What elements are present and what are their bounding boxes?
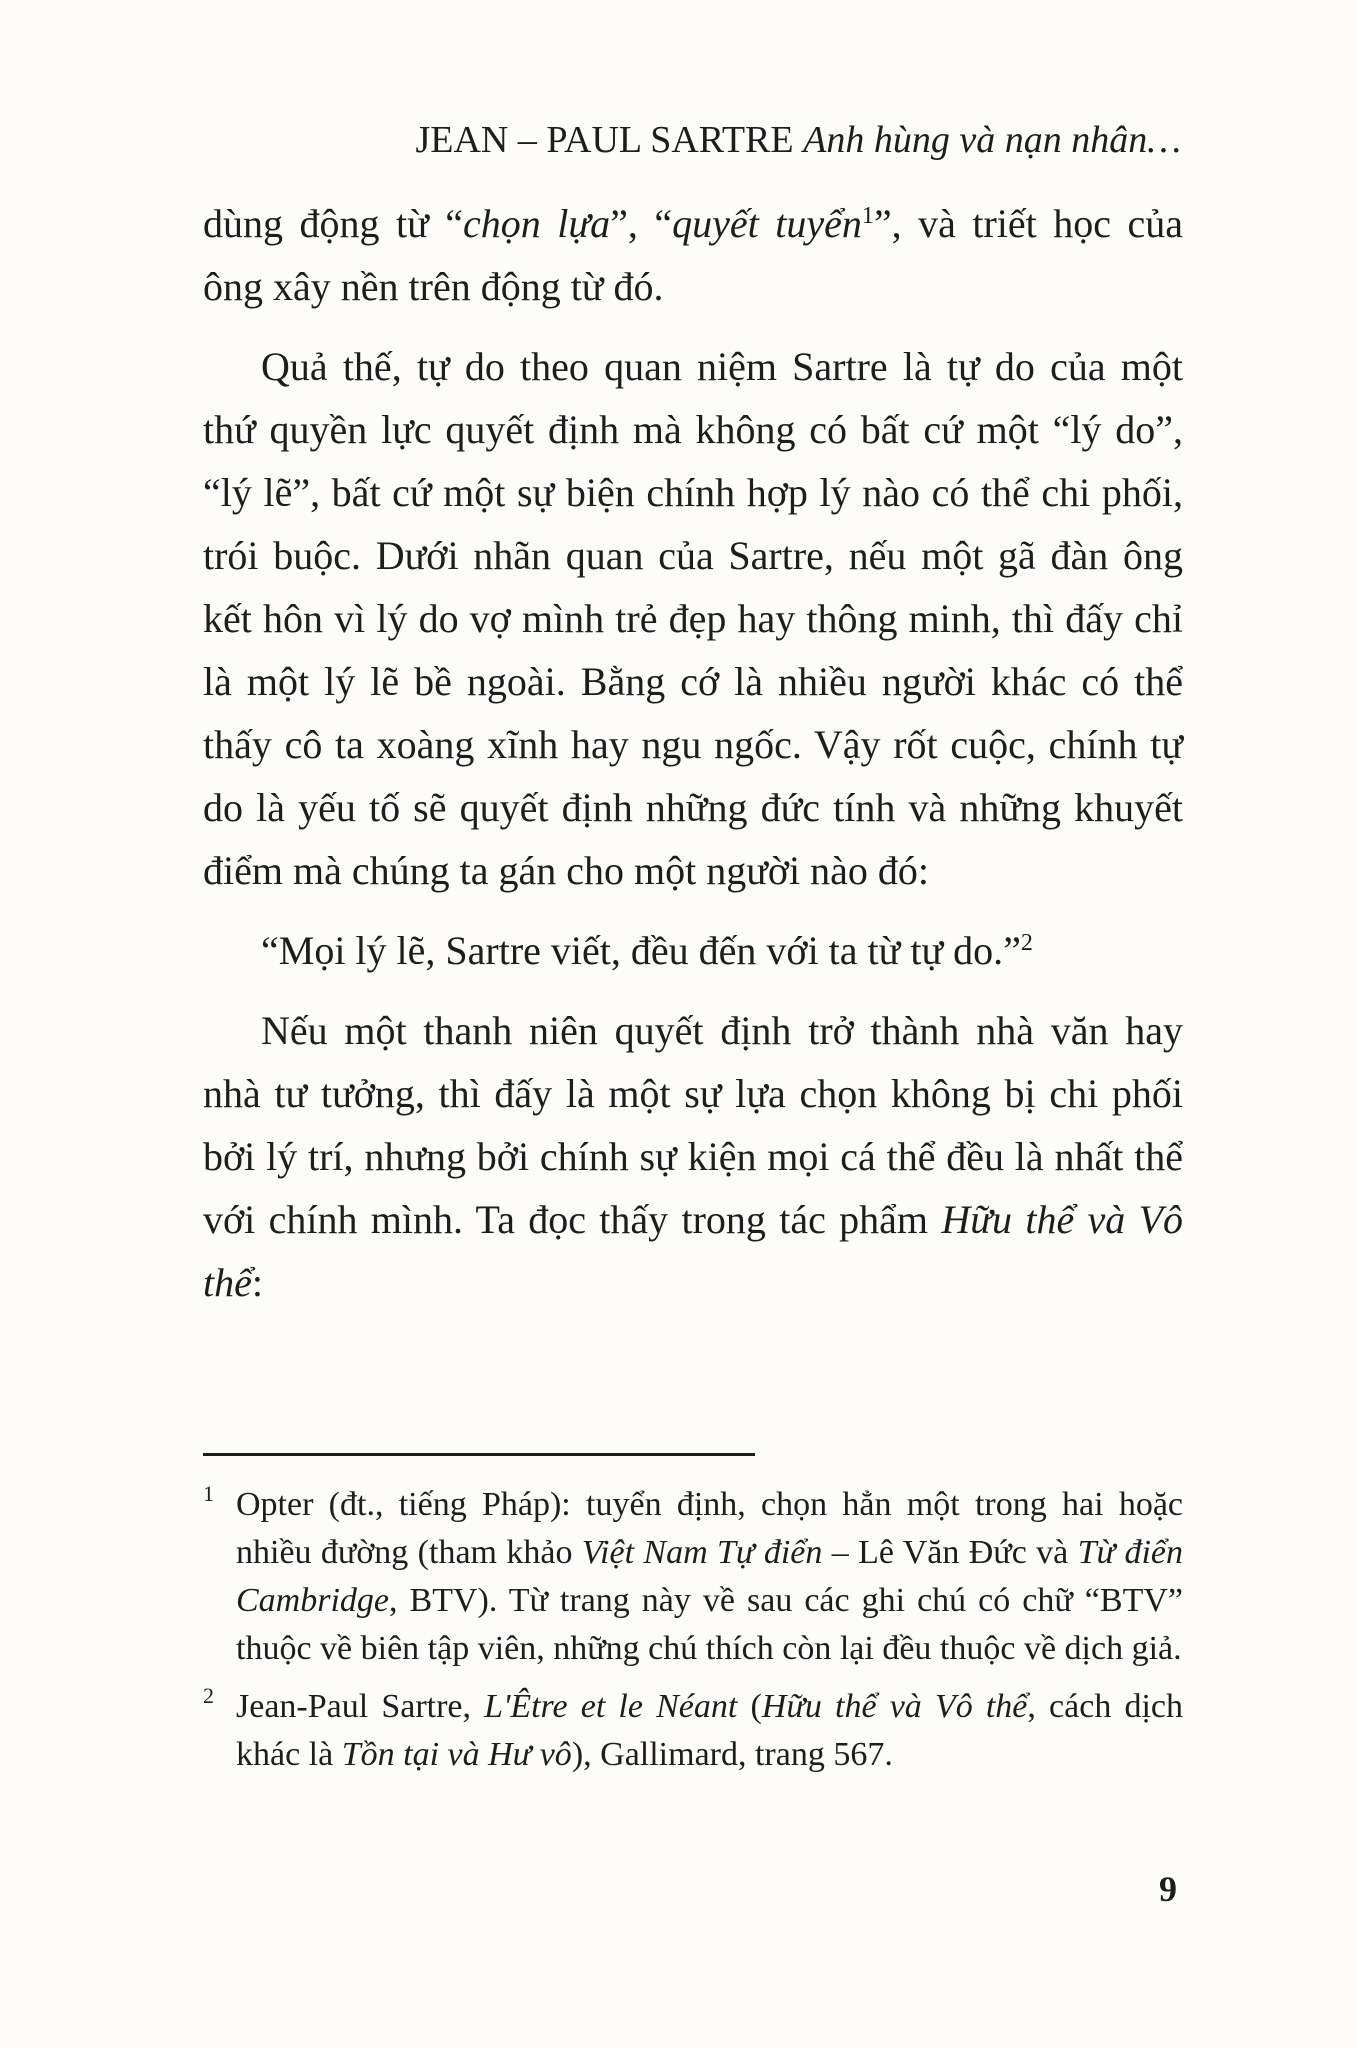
- footnote-2-text-f: Tồn tại và Hư vô: [341, 1736, 572, 1773]
- term-quyet-tuyen: quyết tuyển: [672, 201, 862, 246]
- footnote-2-text-a: Jean-Paul Sartre,: [236, 1688, 485, 1725]
- quotation-text: “Mọi lý lẽ, Sartre viết, đều đến với ta từ tự do.”: [261, 928, 1021, 973]
- footnote-divider: [203, 1453, 755, 1456]
- paragraph-1-text-a: dùng động từ “: [203, 201, 463, 246]
- footnotes: [203, 1481, 1183, 1789]
- paragraph-3-text-c: :: [251, 1260, 263, 1305]
- footnote-2: [203, 1683, 1183, 1779]
- paragraph-2: Quả thế, tự do theo quan niệm Sartre là tự do của một thứ quyền lực quyết định mà không có bất cứ một “lý do”, “lý lẽ”, bất cứ một sự biện chính hợp lý nào có thể chi phối, trói buộc. Dưới nhãn quan của Sartre, nếu một gã đàn ông kết hôn vì lý do vợ mình trẻ đẹp hay thông minh, thì đấy chỉ là một lý lẽ bề ngoài. Bằng cớ là nhiều người khác có thể thấy cô ta xoàng xĩnh hay ngu ngốc. Vậy rốt cuộc, chính tự do là yếu tố sẽ quyết định những đức tính và những khuyết điểm mà chúng ta gán cho một người nào đó:: [203, 344, 1183, 893]
- term-chon-lua: chọn lựa: [463, 201, 611, 246]
- page-number: 9: [1159, 1869, 1177, 1909]
- running-header: [415, 118, 1181, 162]
- footnote-number: 1: [203, 1481, 214, 1506]
- footnote-ref-2[interactable]: 2: [1020, 930, 1033, 956]
- footnote-1-text-b: Việt Nam Tự điển: [581, 1534, 823, 1571]
- footnote-1-text-e: , BTV). Từ trang này về sau các ghi chú có chữ “BTV” thuộc về biên tập viên, những chú thích còn lại đều thuộc về dịch giả.: [236, 1582, 1183, 1667]
- footnote-2-text-d: Hữu thể và Vô thể: [761, 1688, 1028, 1725]
- footnote-1-text-c: – Lê Văn Đức và: [822, 1534, 1078, 1571]
- footnote-2-text-c: (: [737, 1688, 762, 1725]
- quotation: [203, 919, 1183, 982]
- header-book-title: Anh hùng và nạn nhân…: [803, 119, 1181, 161]
- footnote-1: [203, 1481, 1183, 1673]
- footnote-1-text-d: Từ điển Cambridge: [236, 1534, 1183, 1619]
- footnote-2-text-e: , cách dịch khác là: [236, 1688, 1183, 1773]
- body-text: [203, 192, 1183, 1314]
- header-author: JEAN – PAUL SARTRE: [415, 119, 794, 161]
- footnote-ref-1[interactable]: 1: [861, 203, 874, 229]
- paragraph-1-text-c: ”, “: [610, 201, 673, 246]
- paragraph-3-text-a: Nếu một thanh niên quyết định trở thành nhà văn hay nhà tư tưởng, thì đấy là một sự lựa chọn không bị chi phối bởi lý trí, nhưng bởi chính sự kiện mọi cá thể đều là nhất thể với chính mình. Ta đọc thấy trong tác phẩm: [203, 1008, 1183, 1242]
- footnote-2-text-b: L'Être et le Néant: [484, 1688, 738, 1725]
- footnote-1-text-a: Opter (đt., tiếng Pháp): tuyển định, chọn hẳn một trong hai hoặc nhiều đường (tham khảo: [236, 1486, 1183, 1571]
- paragraph-1: [203, 192, 1183, 318]
- footnote-2-text-g: ), Gallimard, trang 567.: [571, 1736, 893, 1773]
- paragraph-3: [203, 999, 1183, 1314]
- work-title: Hữu thể và Vô thể: [203, 1197, 1183, 1305]
- footnote-number: 2: [203, 1683, 214, 1708]
- paragraph-1-text-f: ”, và triết học của ông xây nền trên động từ đó.: [203, 201, 1184, 309]
